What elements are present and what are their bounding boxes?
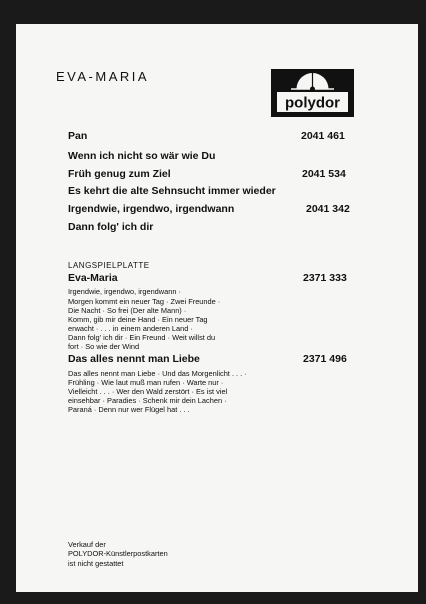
track-list-line: Komm, gib mir deine Hand · Ein neuer Tag [68,315,208,324]
album-title: Eva-Maria [68,272,118,284]
album-catalog-number: 2371 496 [303,353,347,365]
catalog-number: 2041 342 [306,203,350,215]
single-title: Pan [68,130,88,142]
track-list-line: Das alles nennt man Liebe · Und das Morgenlicht . . . · [68,369,247,378]
polydor-logo [271,69,354,117]
single-title: Dann folg' ich dir [68,221,154,233]
single-title: Früh genug zum Ziel [68,168,171,180]
footer-note: POLYDOR-Künstlerpostkarten [68,549,168,558]
track-list-line: Vielleicht . . . · Wer den Wald zerstört · Es ist viel [68,387,228,396]
track-list-line: einsehbar · Paradies · Schenk mir dein Lachen · [68,396,227,405]
footer-note: ist nicht gestattet [68,559,124,568]
track-list-line: Morgen kommt ein neuer Tag · Zwei Freunde · [68,297,221,306]
polydor-logo-icon [271,69,354,117]
artist-name: EVA-MARIA [56,69,150,84]
track-list-line: fort · So wie der Wind [68,342,140,351]
single-title: Irgendwie, irgendwo, irgendwann [68,203,235,215]
track-list-line: erwacht · . . . in einem anderen Land · [68,324,193,333]
catalog-number: 2041 461 [301,130,345,142]
track-list-line: Dann folg' ich dir · Ein Freund · Weit willst du [68,333,216,342]
catalog-number: 2041 534 [302,168,346,180]
track-list-line: Irgendwie, irgendwo, irgendwann · [68,287,181,296]
single-title: Wenn ich nicht so wär wie Du [68,150,216,162]
track-list-line: Die Nacht · So frei (Der alte Mann) · [68,306,187,315]
single-title: Es kehrt die alte Sehnsucht immer wieder [68,185,276,197]
track-list-line: Paraná · Denn nur wer Flügel hat . . . [68,405,190,414]
svg-text:polydor: polydor [285,94,340,112]
album-title: Das alles nennt man Liebe [68,353,200,365]
track-list-line: Frühling · Wie laut muß man rufen · Warte nur · [68,378,224,387]
footer-note: Verkauf der [68,540,106,549]
lp-section-label: LANGSPIELPLATTE [68,261,150,270]
album-catalog-number: 2371 333 [303,272,347,284]
